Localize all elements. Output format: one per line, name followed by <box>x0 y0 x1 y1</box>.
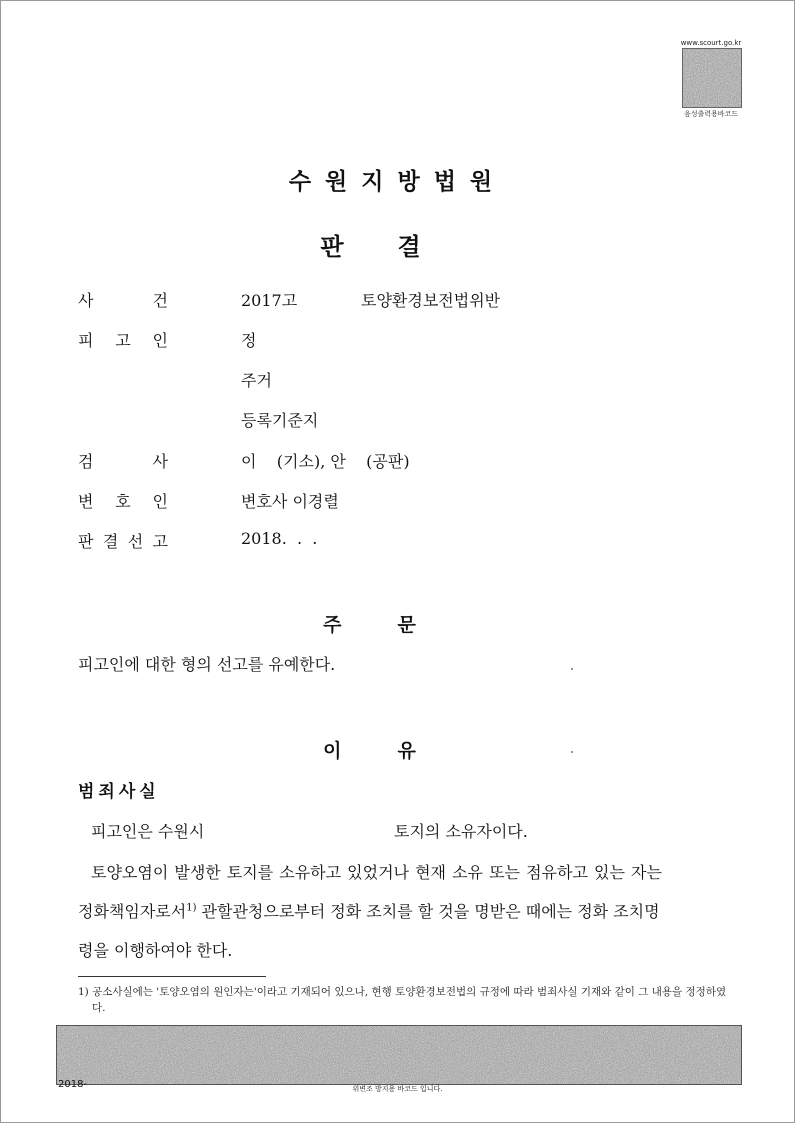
scan-speck <box>571 751 573 753</box>
label-char: 피 <box>78 331 94 350</box>
paragraph-2-line-3: 령을 이행하여야 한다. <box>78 941 233 960</box>
label-char: 호 <box>115 492 131 511</box>
court-name: 수원지방법원 <box>288 168 507 195</box>
label-char: 인 <box>152 492 168 511</box>
scourt-url: www.scourt.go.kr <box>680 39 742 47</box>
document-type: 판결 <box>320 232 475 261</box>
barcode-caption: 음성출력용바코드 <box>683 110 739 118</box>
defendant-label <box>78 328 168 351</box>
label-char: 판 <box>78 532 94 551</box>
label-char: 변 <box>78 492 94 511</box>
label-char: 고 <box>115 331 131 350</box>
case-name: 토양환경보전법위반 <box>361 291 501 310</box>
judgment-date-value: 2018. . . <box>241 529 318 548</box>
paragraph-1-start: 피고인은 수원시 <box>91 822 205 841</box>
judgment-date-label <box>78 529 168 552</box>
prosecutor-label <box>78 449 168 472</box>
case-label <box>78 288 168 311</box>
order-text: 피고인에 대한 형의 선고를 유예한다. <box>78 655 336 674</box>
defense-label <box>78 489 168 512</box>
defendant-registry: 등록기준지 <box>241 411 319 430</box>
label-char: 결 <box>102 532 119 551</box>
paragraph-2-line-1: 토양오염이 발생한 토지를 소유하고 있었거나 현재 소유 또는 점유하고 있는 자는 <box>91 863 662 882</box>
label-char: 사 <box>78 291 94 310</box>
order-title: 주문 <box>323 614 472 636</box>
paragraph-2-line-2 <box>78 899 660 922</box>
anti-forgery-barcode <box>56 1025 742 1085</box>
label-char: 건 <box>152 291 168 310</box>
footnote-text: 1) 공소사실에는 '토양오염의 원인자는'이라고 기재되어 있으나, 현행 토양환경보전법의 규정에 따라 범죄사실 기재와 같이 그 내용을 정정하였다. <box>78 986 727 1014</box>
label-char: 사 <box>152 452 168 471</box>
prosecutor-value: 이 (기소), 안 (공판) <box>241 452 410 471</box>
crime-facts-heading: 범죄사실 <box>78 782 160 802</box>
barcode-notice: 위변조 방지용 바코드 입니다. <box>352 1085 443 1093</box>
defense-value: 변호사 이경렬 <box>241 492 339 511</box>
footer-doc-number: 2018- <box>58 1079 88 1090</box>
footnote-divider <box>78 976 266 977</box>
paragraph-1-end: 토지의 소유자이다. <box>394 822 528 841</box>
label-char: 검 <box>78 452 94 471</box>
label-char: 고 <box>152 532 168 551</box>
label-char: 선 <box>127 532 144 551</box>
defendant-address: 주거 <box>241 371 272 390</box>
paragraph-2-line-2-rest: 관할관청으로부터 정화 조치를 할 것을 명받은 때에는 정화 조치명 <box>196 902 660 921</box>
voice-output-barcode <box>682 48 742 108</box>
footnote <box>78 984 728 1016</box>
footnote-ref: 1) <box>186 902 197 914</box>
scan-speck <box>571 668 573 670</box>
reasons-title: 이유 <box>323 740 472 762</box>
defendant-name: 정 <box>241 331 257 350</box>
label-char: 인 <box>152 331 168 350</box>
responsible-party-text: 정화책임자로서 <box>78 902 187 921</box>
case-number: 2017고 <box>241 291 298 310</box>
